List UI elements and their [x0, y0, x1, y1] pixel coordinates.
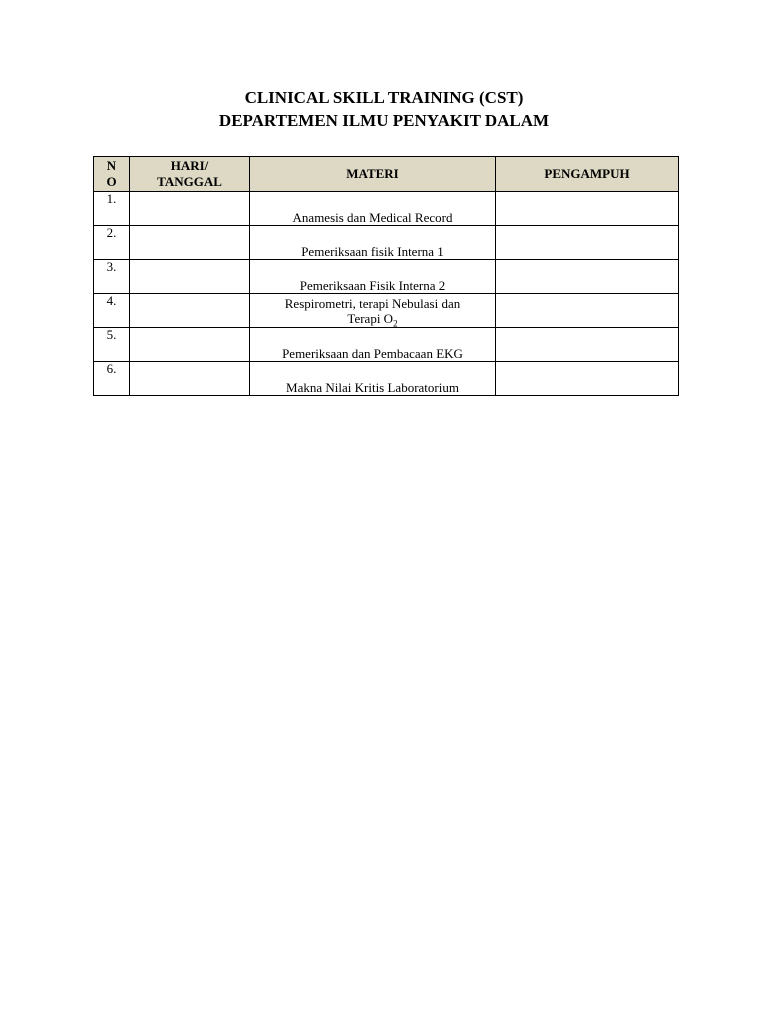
row-hari-tanggal	[130, 294, 250, 328]
header-no-line2: O	[106, 174, 117, 189]
table-header-row	[94, 157, 679, 192]
row-no: 1.	[94, 192, 130, 226]
row-materi: Pemeriksaan fisik Interna 1	[250, 226, 496, 260]
row-no: 6.	[94, 362, 130, 396]
table-row	[94, 260, 679, 294]
row-pengampuh	[496, 226, 679, 260]
row-no: 4.	[94, 294, 130, 328]
schedule-table	[93, 156, 679, 396]
row-hari-tanggal	[130, 192, 250, 226]
header-no	[94, 157, 130, 192]
row-pengampuh	[496, 328, 679, 362]
row-materi: Makna Nilai Kritis Laboratorium	[250, 362, 496, 396]
row-pengampuh	[496, 260, 679, 294]
row-pengampuh	[496, 362, 679, 396]
row-no: 5.	[94, 328, 130, 362]
row-materi-line2: Terapi O	[347, 311, 394, 326]
row-no: 2.	[94, 226, 130, 260]
row-materi-line1: Respirometri, terapi Nebulasi dan	[284, 296, 461, 311]
table-row	[94, 328, 679, 362]
header-pengampuh: PENGAMPUH	[496, 157, 679, 192]
row-materi: Pemeriksaan Fisik Interna 2	[250, 260, 496, 294]
row-hari-tanggal	[130, 260, 250, 294]
row-hari-tanggal	[130, 362, 250, 396]
row-materi: Anamesis dan Medical Record	[250, 192, 496, 226]
document-subtitle: DEPARTEMEN ILMU PENYAKIT DALAM	[218, 111, 550, 130]
table-row	[94, 362, 679, 396]
row-materi	[250, 294, 496, 328]
table-row	[94, 226, 679, 260]
row-hari-tanggal	[130, 328, 250, 362]
row-materi: Pemeriksaan dan Pembacaan EKG	[250, 328, 496, 362]
row-materi-subscript: 2	[393, 318, 398, 329]
table-row	[94, 294, 679, 328]
header-hari-line2: TANGGAL	[157, 174, 222, 189]
row-pengampuh	[496, 192, 679, 226]
header-hari-line1: HARI/	[170, 158, 209, 173]
header-no-line1: N	[106, 158, 117, 173]
table-row	[94, 192, 679, 226]
header-hari-tanggal	[130, 157, 250, 192]
document-title: CLINICAL SKILL TRAINING (CST)	[244, 88, 524, 107]
row-no: 3.	[94, 260, 130, 294]
row-pengampuh	[496, 294, 679, 328]
row-hari-tanggal	[130, 226, 250, 260]
header-materi: MATERI	[250, 157, 496, 192]
